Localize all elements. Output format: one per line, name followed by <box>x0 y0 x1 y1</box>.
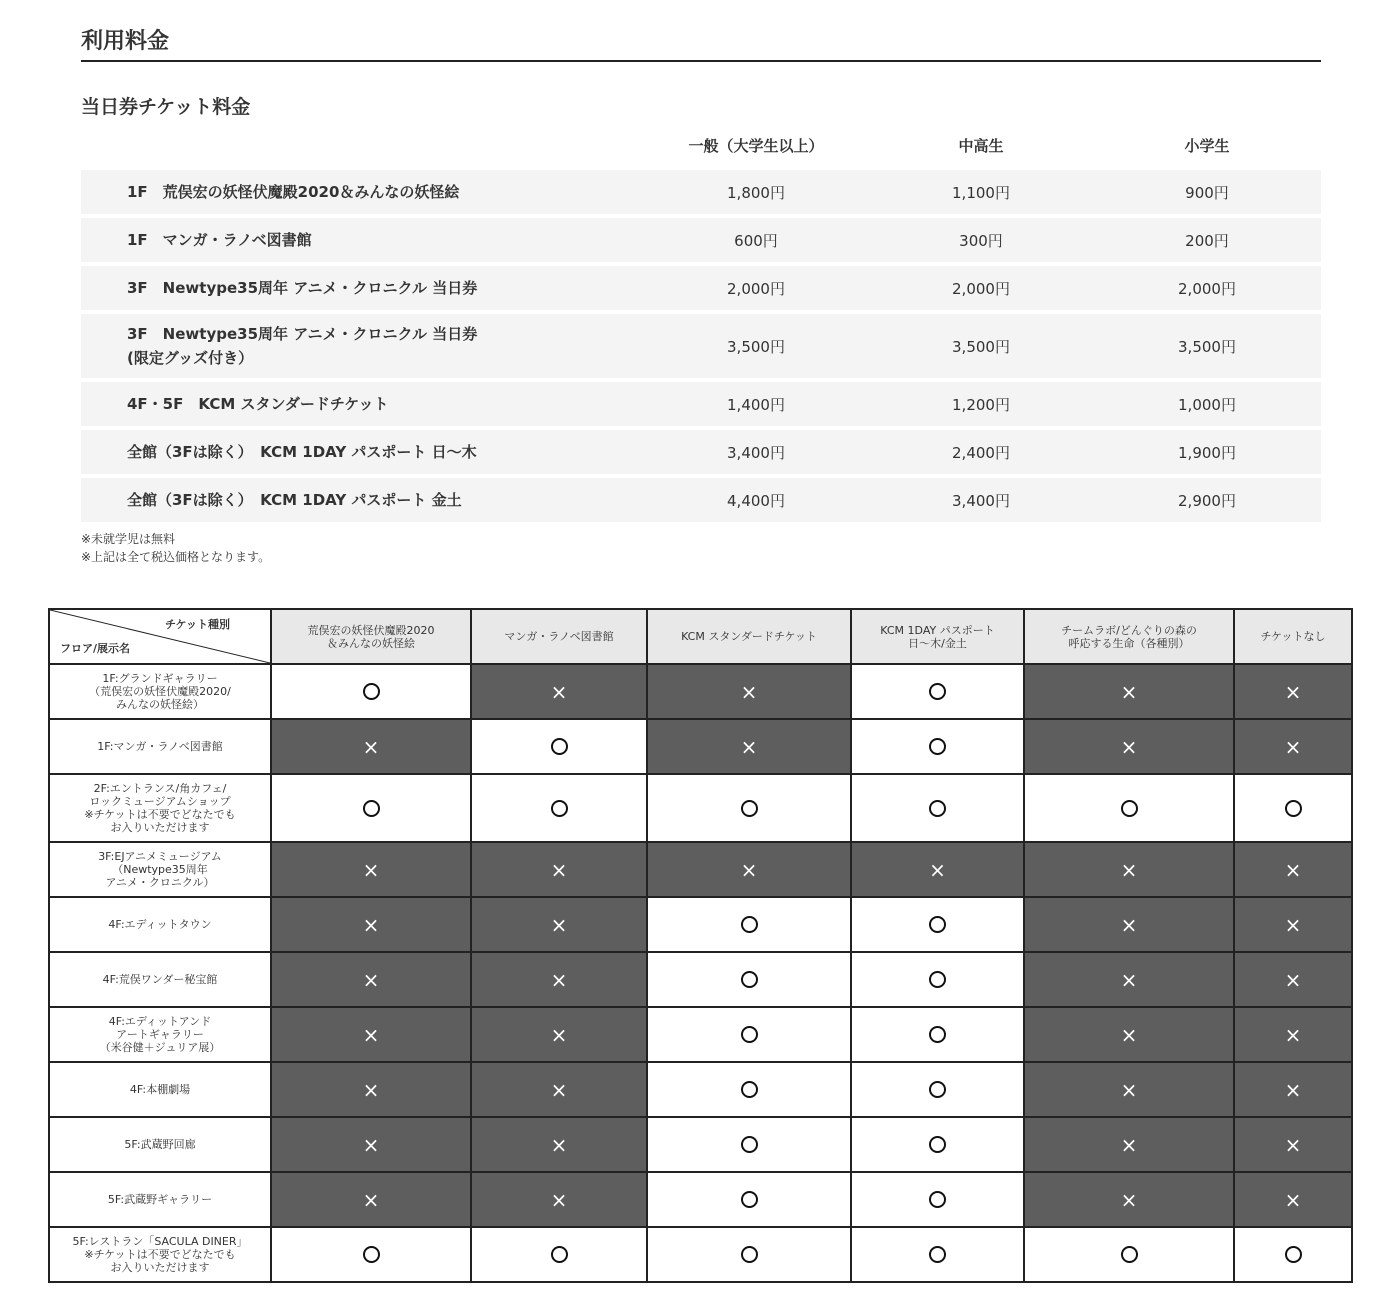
floor-name: 4F:エディットアンド アートギャラリー （米谷健＋ジュリア展） <box>50 1008 272 1063</box>
cross-icon: × <box>1284 1187 1302 1212</box>
price-general: 1,800円 <box>727 183 785 202</box>
access-denied-cell <box>1025 1173 1235 1228</box>
cross-icon: × <box>550 1077 568 1102</box>
cross-icon: × <box>1284 734 1302 759</box>
access-allowed-cell <box>648 1228 852 1281</box>
access-allowed-cell <box>472 720 648 775</box>
circle-icon <box>929 1026 946 1043</box>
cross-icon: × <box>1120 857 1138 882</box>
cross-icon: × <box>1120 1077 1138 1102</box>
cross-icon: × <box>1284 1022 1302 1047</box>
circle-icon <box>741 1191 758 1208</box>
cross-icon: × <box>1284 1077 1302 1102</box>
matrix-column-header: KCM 1DAY パスポート 日〜木/金土 <box>852 610 1025 665</box>
access-denied-cell <box>472 843 648 898</box>
page-title: 利用料金 <box>81 24 1321 62</box>
matrix-column-header: マンガ・ラノベ図書館 <box>472 610 648 665</box>
access-allowed-cell <box>648 775 852 843</box>
access-allowed-cell <box>1025 1228 1235 1281</box>
circle-icon <box>551 738 568 755</box>
cross-icon: × <box>362 1077 380 1102</box>
cross-icon: × <box>1284 967 1302 992</box>
access-denied-cell <box>272 898 472 953</box>
cross-icon: × <box>1284 679 1302 704</box>
price-middle-high: 2,400円 <box>952 443 1010 462</box>
circle-icon <box>363 1246 380 1263</box>
matrix-column-header: チケットなし <box>1235 610 1351 665</box>
circle-icon <box>741 800 758 817</box>
matrix-corner <box>50 610 272 665</box>
floor-name: 1F:グランドギャラリー （荒俣宏の妖怪伏魔殿2020/ みんなの妖怪絵） <box>50 665 272 720</box>
access-matrix-table <box>48 608 1353 1283</box>
note-preschool-free: ※未就学児は無料 <box>81 532 176 546</box>
price-general: 2,000円 <box>727 279 785 298</box>
circle-icon <box>929 1136 946 1153</box>
cross-icon: × <box>550 857 568 882</box>
matrix-column-header: チームラボ/どんぐりの森の 呼応する生命（各種別） <box>1025 610 1235 665</box>
access-allowed-cell <box>852 953 1025 1008</box>
access-allowed-cell <box>272 665 472 720</box>
access-denied-cell <box>1025 953 1235 1008</box>
access-allowed-cell <box>1235 1228 1351 1281</box>
access-allowed-cell <box>1025 775 1235 843</box>
circle-icon <box>363 800 380 817</box>
price-middle-high: 1,100円 <box>952 183 1010 202</box>
access-allowed-cell <box>852 665 1025 720</box>
access-denied-cell <box>648 665 852 720</box>
circle-icon <box>741 1081 758 1098</box>
cross-icon: × <box>550 679 568 704</box>
cross-icon: × <box>740 679 758 704</box>
access-denied-cell <box>472 898 648 953</box>
access-denied-cell <box>272 843 472 898</box>
access-denied-cell <box>648 843 852 898</box>
circle-icon <box>929 800 946 817</box>
cross-icon: × <box>1120 1132 1138 1157</box>
circle-icon <box>929 971 946 988</box>
matrix-row <box>50 1008 1351 1063</box>
cross-icon: × <box>1120 734 1138 759</box>
cross-icon: × <box>929 857 946 882</box>
access-denied-cell <box>1235 720 1351 775</box>
access-denied-cell <box>1025 1118 1235 1173</box>
price-elementary: 2,900円 <box>1178 491 1236 510</box>
access-allowed-cell <box>1235 775 1351 843</box>
price-general: 600円 <box>734 231 778 250</box>
access-denied-cell <box>1235 898 1351 953</box>
price-general: 4,400円 <box>727 491 785 510</box>
access-denied-cell <box>472 665 648 720</box>
price-header-middle-high: 中高生 <box>958 137 1004 155</box>
circle-icon <box>1121 1246 1138 1263</box>
price-general: 3,400円 <box>727 443 785 462</box>
price-middle-high: 2,000円 <box>952 279 1010 298</box>
corner-ticket-type-label: チケット種別 <box>164 618 230 631</box>
matrix-row <box>50 720 1351 775</box>
access-denied-cell <box>1235 1008 1351 1063</box>
price-elementary: 2,000円 <box>1178 279 1236 298</box>
access-denied-cell <box>1025 1008 1235 1063</box>
floor-name: 4F:本棚劇場 <box>50 1063 272 1118</box>
price-middle-high: 3,500円 <box>952 337 1010 356</box>
access-allowed-cell <box>648 1118 852 1173</box>
price-row <box>81 218 1321 262</box>
diagonal-line <box>50 610 270 663</box>
access-denied-cell <box>472 953 648 1008</box>
cross-icon: × <box>740 734 758 759</box>
access-denied-cell <box>1235 953 1351 1008</box>
matrix-row <box>50 1228 1351 1281</box>
access-allowed-cell <box>472 1228 648 1281</box>
matrix-column-header: KCM スタンダードチケット <box>648 610 852 665</box>
matrix-row <box>50 1118 1351 1173</box>
cross-icon: × <box>550 1132 568 1157</box>
access-denied-cell <box>1025 720 1235 775</box>
ticket-name: 1F マンガ・ラノベ図書館 <box>127 231 312 249</box>
access-denied-cell <box>1235 843 1351 898</box>
price-elementary: 1,000円 <box>1178 395 1236 414</box>
access-denied-cell <box>472 1008 648 1063</box>
price-header-general: 一般（大学生以上） <box>688 137 824 155</box>
access-denied-cell <box>1235 1118 1351 1173</box>
access-allowed-cell <box>648 953 852 1008</box>
access-denied-cell <box>1025 843 1235 898</box>
circle-icon <box>741 1136 758 1153</box>
access-allowed-cell <box>648 898 852 953</box>
access-allowed-cell <box>648 1173 852 1228</box>
cross-icon: × <box>362 967 380 992</box>
access-allowed-cell <box>852 1008 1025 1063</box>
price-general: 3,500円 <box>727 337 785 356</box>
price-middle-high: 1,200円 <box>952 395 1010 414</box>
ticket-name: 1F 荒俣宏の妖怪伏魔殿2020＆みんなの妖怪絵 <box>127 183 460 201</box>
floor-name: 4F:荒俣ワンダー秘宝館 <box>50 953 272 1008</box>
access-denied-cell <box>272 1008 472 1063</box>
circle-icon <box>929 683 946 700</box>
circle-icon <box>929 738 946 755</box>
circle-icon <box>929 1081 946 1098</box>
access-denied-cell <box>272 1118 472 1173</box>
floor-name: 5F:武蔵野ギャラリー <box>50 1173 272 1228</box>
circle-icon <box>929 916 946 933</box>
matrix-row <box>50 1173 1351 1228</box>
circle-icon <box>1285 800 1302 817</box>
matrix-row <box>50 1063 1351 1118</box>
price-elementary: 900円 <box>1185 183 1229 202</box>
access-allowed-cell <box>852 1173 1025 1228</box>
matrix-row <box>50 775 1351 843</box>
cross-icon: × <box>1120 912 1138 937</box>
access-denied-cell <box>1025 1063 1235 1118</box>
price-row <box>81 170 1321 214</box>
price-row <box>81 382 1321 426</box>
circle-icon <box>741 916 758 933</box>
circle-icon <box>741 971 758 988</box>
circle-icon <box>741 1246 758 1263</box>
cross-icon: × <box>1120 1187 1138 1212</box>
ticket-name: 3F Newtype35周年 アニメ・クロニクル 当日券 (限定グッズ付き） <box>127 325 478 367</box>
floor-name: 4F:エディットタウン <box>50 898 272 953</box>
access-allowed-cell <box>852 1118 1025 1173</box>
matrix-row <box>50 953 1351 1008</box>
cross-icon: × <box>550 1022 568 1047</box>
section-title: 当日券チケット料金 <box>81 96 251 118</box>
cross-icon: × <box>740 857 758 882</box>
price-middle-high: 3,400円 <box>952 491 1010 510</box>
access-allowed-cell <box>852 775 1025 843</box>
price-row <box>81 478 1321 522</box>
cross-icon: × <box>362 857 380 882</box>
circle-icon <box>551 800 568 817</box>
access-allowed-cell <box>648 1063 852 1118</box>
price-row <box>81 430 1321 474</box>
access-allowed-cell <box>852 720 1025 775</box>
corner-floor-label: フロア/展示名 <box>60 642 131 655</box>
access-denied-cell <box>1235 1063 1351 1118</box>
access-denied-cell <box>1235 1173 1351 1228</box>
price-table-header <box>81 128 1321 164</box>
circle-icon <box>929 1191 946 1208</box>
access-denied-cell <box>272 720 472 775</box>
floor-name: 3F:EJアニメミュージアム （Newtype35周年 アニメ・クロニクル） <box>50 843 272 898</box>
matrix-row <box>50 898 1351 953</box>
cross-icon: × <box>1120 679 1138 704</box>
access-allowed-cell <box>852 1228 1025 1281</box>
price-row <box>81 266 1321 310</box>
access-allowed-cell <box>648 1008 852 1063</box>
cross-icon: × <box>362 912 380 937</box>
price-middle-high: 300円 <box>959 231 1003 250</box>
access-denied-cell <box>1025 665 1235 720</box>
cross-icon: × <box>550 1187 568 1212</box>
access-denied-cell <box>1235 665 1351 720</box>
circle-icon <box>1121 800 1138 817</box>
access-denied-cell <box>272 1063 472 1118</box>
access-allowed-cell <box>852 898 1025 953</box>
price-elementary: 3,500円 <box>1178 337 1236 356</box>
cross-icon: × <box>1284 857 1302 882</box>
matrix-column-header: 荒俣宏の妖怪伏魔殿2020 ＆みんなの妖怪絵 <box>272 610 472 665</box>
floor-name: 2F:エントランス/角カフェ/ ロックミュージアムショップ ※チケットは不要でどなたでも お入りいただけます <box>50 775 272 843</box>
price-general: 1,400円 <box>727 395 785 414</box>
access-denied-cell <box>648 720 852 775</box>
cross-icon: × <box>362 734 380 759</box>
ticket-name: 全館（3Fは除く） KCM 1DAY パスポート 日〜木 <box>127 443 477 461</box>
notes <box>81 530 270 566</box>
floor-name: 5F:レストラン「SACULA DINER」 ※チケットは不要でどなたでも お入りいただけます <box>50 1228 272 1281</box>
price-elementary: 1,900円 <box>1178 443 1236 462</box>
matrix-row <box>50 665 1351 720</box>
matrix-header-row <box>50 610 1351 665</box>
cross-icon: × <box>1120 967 1138 992</box>
access-denied-cell <box>272 1173 472 1228</box>
note-tax-included: ※上記は全て税込価格となります。 <box>81 550 271 564</box>
ticket-name: 4F・5F KCM スタンダードチケット <box>127 395 389 413</box>
price-elementary: 200円 <box>1185 231 1229 250</box>
floor-name: 5F:武蔵野回廊 <box>50 1118 272 1173</box>
access-denied-cell <box>472 1118 648 1173</box>
access-allowed-cell <box>272 775 472 843</box>
cross-icon: × <box>550 912 568 937</box>
cross-icon: × <box>1284 1132 1302 1157</box>
access-denied-cell <box>472 1063 648 1118</box>
floor-name: 1F:マンガ・ラノベ図書館 <box>50 720 272 775</box>
circle-icon <box>363 683 380 700</box>
circle-icon <box>1285 1246 1302 1263</box>
access-allowed-cell <box>272 1228 472 1281</box>
circle-icon <box>741 1026 758 1043</box>
access-denied-cell <box>1025 898 1235 953</box>
ticket-name: 3F Newtype35周年 アニメ・クロニクル 当日券 <box>127 279 478 297</box>
price-row <box>81 314 1321 378</box>
cross-icon: × <box>362 1132 380 1157</box>
price-header-elementary: 小学生 <box>1184 137 1230 155</box>
access-allowed-cell <box>852 1063 1025 1118</box>
access-denied-cell <box>472 1173 648 1228</box>
cross-icon: × <box>1120 1022 1138 1047</box>
price-table <box>81 170 1321 526</box>
cross-icon: × <box>362 1022 380 1047</box>
cross-icon: × <box>362 1187 380 1212</box>
cross-icon: × <box>550 967 568 992</box>
access-denied-cell <box>852 843 1025 898</box>
ticket-name: 全館（3Fは除く） KCM 1DAY パスポート 金土 <box>127 491 462 509</box>
access-denied-cell <box>272 953 472 1008</box>
access-allowed-cell <box>472 775 648 843</box>
circle-icon <box>551 1246 568 1263</box>
cross-icon: × <box>1284 912 1302 937</box>
matrix-row <box>50 843 1351 898</box>
circle-icon <box>929 1246 946 1263</box>
